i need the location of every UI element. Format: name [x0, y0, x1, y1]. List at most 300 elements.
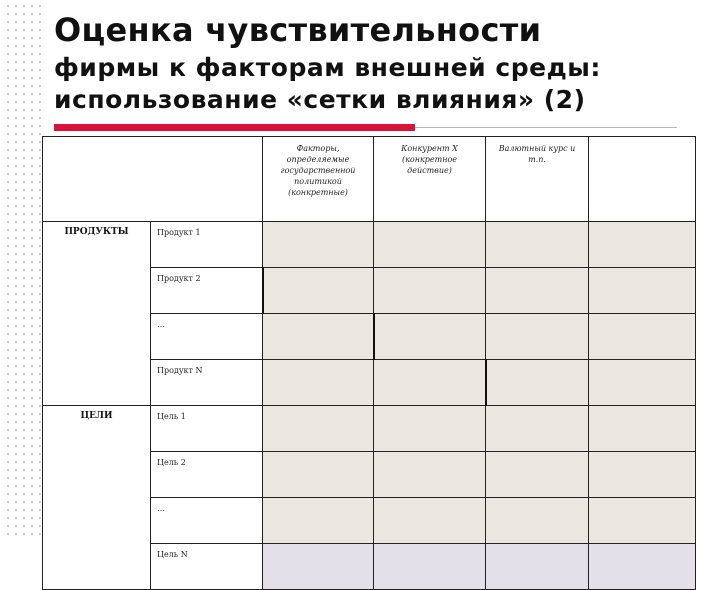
decoration-dot: [15, 21, 17, 23]
decoration-dot: [39, 461, 41, 463]
impact-cell[interactable]: [486, 222, 589, 268]
impact-cell[interactable]: [589, 314, 696, 360]
decoration-dot: [39, 45, 41, 47]
decoration-dot: [39, 285, 41, 287]
impact-cell[interactable]: [374, 544, 486, 590]
impact-cell[interactable]: [263, 222, 374, 268]
decoration-dot: [15, 53, 17, 55]
decoration-dot: [15, 77, 17, 79]
decoration-dot: [15, 109, 17, 111]
decoration-dot: [15, 29, 17, 31]
decoration-dot: [39, 357, 41, 359]
decoration-dot: [7, 85, 9, 87]
decoration-dot: [31, 37, 33, 39]
decoration-dot: [15, 13, 17, 15]
decoration-dot: [31, 405, 33, 407]
decoration-dot: [7, 485, 9, 487]
decoration-dot: [31, 165, 33, 167]
slide-title: [54, 8, 601, 116]
decoration-dot: [15, 341, 17, 343]
decoration-dot: [39, 301, 41, 303]
decoration-dot: [23, 389, 25, 391]
decoration-dot: [7, 285, 9, 287]
decoration-dot: [31, 69, 33, 71]
decoration-dot: [23, 333, 25, 335]
decoration-dot: [15, 269, 17, 271]
decoration-dot: [15, 493, 17, 495]
decoration-dot: [31, 357, 33, 359]
decoration-dot: [39, 85, 41, 87]
decoration-dot: [39, 21, 41, 23]
decoration-dot: [7, 157, 9, 159]
decoration-dot: [23, 501, 25, 503]
decoration-dot: [23, 141, 25, 143]
column-header-competitor-x: Конкурент X (конкретное действие): [374, 137, 486, 222]
impact-cell[interactable]: [589, 498, 696, 544]
header-corner-cell: [43, 137, 263, 222]
decoration-dot: [7, 517, 9, 519]
decoration-dot: [31, 389, 33, 391]
decoration-dot: [39, 381, 41, 383]
decoration-dot: [7, 53, 9, 55]
decoration-dot: [15, 85, 17, 87]
impact-cell[interactable]: [263, 360, 374, 406]
decoration-dot: [23, 101, 25, 103]
decoration-dot: [39, 509, 41, 511]
decoration-dot: [23, 213, 25, 215]
decoration-dot: [7, 421, 9, 423]
decoration-dot: [39, 421, 41, 423]
decoration-dot: [7, 357, 9, 359]
decoration-dot: [39, 117, 41, 119]
decoration-dot: [15, 5, 17, 7]
decoration-dot: [7, 37, 9, 39]
decoration-dot: [7, 197, 9, 199]
decoration-dot: [23, 485, 25, 487]
impact-cell[interactable]: [263, 314, 374, 360]
decoration-dot: [23, 221, 25, 223]
decoration-dot: [39, 181, 41, 183]
decoration-dot: [7, 77, 9, 79]
decoration-dot: [39, 69, 41, 71]
decoration-dot: [39, 389, 41, 391]
decoration-dot: [23, 493, 25, 495]
decoration-dot: [23, 165, 25, 167]
decoration-dot: [31, 205, 33, 207]
decoration-dot: [15, 229, 17, 231]
decoration-dot: [23, 373, 25, 375]
influence-grid-table: [42, 136, 696, 590]
decoration-dot: [39, 477, 41, 479]
decoration-dot: [23, 61, 25, 63]
decoration-dot: [31, 341, 33, 343]
decoration-dot: [23, 269, 25, 271]
decoration-dot: [7, 509, 9, 511]
decoration-dot: [23, 45, 25, 47]
decoration-dot: [39, 437, 41, 439]
decoration-dot: [15, 173, 17, 175]
decoration-dot: [7, 93, 9, 95]
decoration-dot: [23, 117, 25, 119]
impact-cell[interactable]: [589, 222, 696, 268]
decoration-dot: [15, 309, 17, 311]
decoration-dot: [31, 157, 33, 159]
group-label-goals: ЦЕЛИ: [43, 406, 151, 590]
decoration-dot: [15, 325, 17, 327]
decoration-dot: [7, 525, 9, 527]
decoration-dot: [31, 413, 33, 415]
decoration-dot: [31, 509, 33, 511]
decoration-dot: [7, 389, 9, 391]
decoration-dot: [31, 349, 33, 351]
decoration-dot: [15, 213, 17, 215]
impact-cell[interactable]: [374, 498, 486, 544]
impact-cell[interactable]: [486, 452, 589, 498]
table-row: [43, 406, 696, 452]
decoration-dot: [39, 429, 41, 431]
decoration-dot: [39, 309, 41, 311]
decoration-dot: [23, 5, 25, 7]
decoration-dot: [31, 301, 33, 303]
decoration-dot: [23, 261, 25, 263]
decoration-dot: [39, 173, 41, 175]
decoration-dot: [15, 509, 17, 511]
decoration-dot: [15, 237, 17, 239]
decoration-dot: [7, 5, 9, 7]
decoration-dot: [31, 197, 33, 199]
impact-cell[interactable]: [263, 406, 374, 452]
decoration-dot: [31, 525, 33, 527]
decoration-dot: [15, 141, 17, 143]
decoration-dot: [39, 245, 41, 247]
decoration-dot: [31, 173, 33, 175]
impact-cell[interactable]: [374, 314, 486, 360]
decoration-dot: [15, 69, 17, 71]
decoration-dot: [39, 365, 41, 367]
decoration-dot: [39, 197, 41, 199]
impact-cell[interactable]: [589, 544, 696, 590]
decoration-dot: [15, 421, 17, 423]
title-line-2: фирмы к факторам внешней среды:: [54, 53, 601, 82]
impact-cell[interactable]: [589, 452, 696, 498]
decoration-dot: [31, 109, 33, 111]
decoration-dot: [23, 149, 25, 151]
decoration-dot: [7, 397, 9, 399]
decoration-dot: [23, 429, 25, 431]
decoration-dot: [7, 413, 9, 415]
decoration-dot: [23, 133, 25, 135]
decoration-dot: [31, 437, 33, 439]
decoration-dot: [7, 269, 9, 271]
impact-cell[interactable]: [374, 452, 486, 498]
impact-cell[interactable]: [263, 452, 374, 498]
column-header-exchange-rate: Валютный курс и т.п.: [486, 137, 589, 222]
decoration-dot: [23, 197, 25, 199]
decoration-dot: [7, 189, 9, 191]
decoration-dot: [7, 109, 9, 111]
decoration-dot: [23, 109, 25, 111]
decoration-dot: [15, 165, 17, 167]
bullet-dots-decoration: [0, 0, 42, 540]
decoration-dot: [15, 133, 17, 135]
decoration-dot: [39, 165, 41, 167]
decoration-dot: [7, 69, 9, 71]
decoration-dot: [31, 453, 33, 455]
decoration-dot: [23, 37, 25, 39]
row-label-product-1: Продукт 1: [151, 222, 263, 268]
decoration-dot: [39, 229, 41, 231]
decoration-dot: [15, 149, 17, 151]
decoration-dot: [31, 141, 33, 143]
decoration-dot: [31, 45, 33, 47]
decoration-dot: [39, 189, 41, 191]
decoration-dot: [15, 293, 17, 295]
decoration-dot: [15, 37, 17, 39]
decoration-dot: [7, 469, 9, 471]
row-label-goal-2: Цель 2: [151, 452, 263, 498]
impact-cell[interactable]: [486, 406, 589, 452]
decoration-dot: [15, 61, 17, 63]
decoration-dot: [7, 501, 9, 503]
impact-cell[interactable]: [589, 360, 696, 406]
decoration-dot: [15, 253, 17, 255]
decoration-dot: [23, 421, 25, 423]
decoration-dot: [39, 61, 41, 63]
decoration-dot: [39, 373, 41, 375]
decoration-dot: [15, 117, 17, 119]
decoration-dot: [23, 349, 25, 351]
column-header-extra: [589, 137, 696, 222]
decoration-dot: [31, 13, 33, 15]
decoration-dot: [23, 77, 25, 79]
decoration-dot: [7, 365, 9, 367]
decoration-dot: [39, 293, 41, 295]
decoration-dot: [39, 341, 41, 343]
decoration-dot: [23, 85, 25, 87]
decoration-dot: [31, 333, 33, 335]
decoration-dot: [7, 133, 9, 135]
impact-cell[interactable]: [374, 222, 486, 268]
impact-cell[interactable]: [263, 498, 374, 544]
decoration-dot: [23, 325, 25, 327]
impact-cell[interactable]: [374, 406, 486, 452]
decoration-dot: [23, 157, 25, 159]
decoration-dot: [7, 61, 9, 63]
decoration-dot: [39, 13, 41, 15]
decoration-dot: [7, 437, 9, 439]
decoration-dot: [15, 485, 17, 487]
decoration-dot: [31, 245, 33, 247]
decoration-dot: [31, 517, 33, 519]
decoration-dot: [39, 237, 41, 239]
decoration-dot: [7, 149, 9, 151]
decoration-dot: [31, 181, 33, 183]
decoration-dot: [23, 205, 25, 207]
decoration-dot: [7, 277, 9, 279]
decoration-dot: [31, 317, 33, 319]
decoration-dot: [15, 533, 17, 535]
decoration-dot: [23, 525, 25, 527]
row-label-product-2: Продукт 2: [151, 268, 263, 314]
decoration-dot: [15, 477, 17, 479]
decoration-dot: [39, 253, 41, 255]
decoration-dot: [39, 453, 41, 455]
decoration-dot: [23, 29, 25, 31]
decoration-dot: [31, 461, 33, 463]
decoration-dot: [31, 189, 33, 191]
decoration-dot: [15, 333, 17, 335]
decoration-dot: [23, 21, 25, 23]
decoration-dot: [7, 245, 9, 247]
impact-cell[interactable]: [486, 498, 589, 544]
decoration-dot: [31, 277, 33, 279]
decoration-dot: [31, 117, 33, 119]
decoration-dot: [7, 477, 9, 479]
decoration-dot: [7, 317, 9, 319]
decoration-dot: [23, 477, 25, 479]
decoration-dot: [39, 469, 41, 471]
decoration-dot: [23, 125, 25, 127]
decoration-dot: [23, 413, 25, 415]
decoration-dot: [39, 77, 41, 79]
decoration-dot: [7, 461, 9, 463]
decoration-dot: [23, 461, 25, 463]
decoration-dot: [39, 5, 41, 7]
impact-cell[interactable]: [374, 360, 486, 406]
decoration-dot: [31, 293, 33, 295]
decoration-dot: [7, 493, 9, 495]
decoration-dot: [7, 141, 9, 143]
decoration-dot: [31, 213, 33, 215]
decoration-dot: [39, 525, 41, 527]
decoration-dot: [15, 101, 17, 103]
decoration-dot: [23, 173, 25, 175]
decoration-dot: [23, 229, 25, 231]
decoration-dot: [15, 349, 17, 351]
decoration-dot: [23, 437, 25, 439]
decoration-dot: [23, 277, 25, 279]
decoration-dot: [39, 413, 41, 415]
decoration-dot: [31, 309, 33, 311]
impact-cell[interactable]: [486, 544, 589, 590]
decoration-dot: [31, 477, 33, 479]
impact-cell[interactable]: [374, 268, 486, 314]
decoration-dot: [39, 501, 41, 503]
decoration-dot: [31, 85, 33, 87]
impact-cell[interactable]: [589, 268, 696, 314]
decoration-dot: [15, 221, 17, 223]
decoration-dot: [7, 221, 9, 223]
decoration-dot: [15, 461, 17, 463]
decoration-dot: [23, 533, 25, 535]
decoration-dot: [7, 429, 9, 431]
decoration-dot: [23, 181, 25, 183]
decoration-dot: [39, 213, 41, 215]
decoration-dot: [23, 301, 25, 303]
decoration-dot: [23, 381, 25, 383]
decoration-dot: [7, 21, 9, 23]
decoration-dot: [15, 437, 17, 439]
decoration-dot: [23, 53, 25, 55]
impact-cell[interactable]: [589, 406, 696, 452]
decoration-dot: [15, 381, 17, 383]
decoration-dot: [15, 205, 17, 207]
decoration-dot: [7, 101, 9, 103]
decoration-dot: [15, 125, 17, 127]
decoration-dot: [15, 277, 17, 279]
decoration-dot: [15, 261, 17, 263]
decoration-dot: [39, 493, 41, 495]
decoration-dot: [39, 405, 41, 407]
decoration-dot: [7, 205, 9, 207]
decoration-dot: [15, 357, 17, 359]
decoration-dot: [15, 245, 17, 247]
divider-line: [415, 127, 677, 128]
decoration-dot: [31, 285, 33, 287]
decoration-dot: [23, 453, 25, 455]
accent-bar: [54, 124, 415, 131]
decoration-dot: [7, 173, 9, 175]
decoration-dot: [15, 405, 17, 407]
decoration-dot: [39, 517, 41, 519]
decoration-dot: [7, 125, 9, 127]
decoration-dot: [7, 373, 9, 375]
impact-cell[interactable]: [486, 314, 589, 360]
decoration-dot: [7, 117, 9, 119]
decoration-dot: [15, 469, 17, 471]
row-label-goal-n: Цель N: [151, 544, 263, 590]
decoration-dot: [23, 309, 25, 311]
decoration-dot: [39, 53, 41, 55]
decoration-dot: [39, 325, 41, 327]
impact-cell[interactable]: [486, 268, 589, 314]
decoration-dot: [7, 293, 9, 295]
group-label-products: ПРОДУКТЫ: [43, 222, 151, 406]
impact-cell[interactable]: [486, 360, 589, 406]
decoration-dot: [31, 29, 33, 31]
decoration-dot: [15, 45, 17, 47]
decoration-dot: [15, 93, 17, 95]
decoration-dot: [7, 405, 9, 407]
decoration-dot: [31, 221, 33, 223]
decoration-dot: [39, 277, 41, 279]
decoration-dot: [23, 13, 25, 15]
decoration-dot: [39, 93, 41, 95]
decoration-dot: [7, 349, 9, 351]
decoration-dot: [15, 317, 17, 319]
decoration-dot: [15, 389, 17, 391]
impact-cell[interactable]: [263, 268, 374, 314]
decoration-dot: [7, 181, 9, 183]
decoration-dot: [39, 533, 41, 535]
decoration-dot: [39, 397, 41, 399]
decoration-dot: [31, 125, 33, 127]
decoration-dot: [39, 317, 41, 319]
decoration-dot: [15, 429, 17, 431]
decoration-dot: [23, 237, 25, 239]
decoration-dot: [7, 45, 9, 47]
decoration-dot: [15, 525, 17, 527]
impact-cell[interactable]: [263, 544, 374, 590]
decoration-dot: [7, 29, 9, 31]
decoration-dot: [39, 445, 41, 447]
decoration-dot: [23, 245, 25, 247]
decoration-dot: [7, 533, 9, 535]
row-label-product-n: Продукт N: [151, 360, 263, 406]
decoration-dot: [23, 285, 25, 287]
decoration-dot: [31, 261, 33, 263]
decoration-dot: [23, 469, 25, 471]
